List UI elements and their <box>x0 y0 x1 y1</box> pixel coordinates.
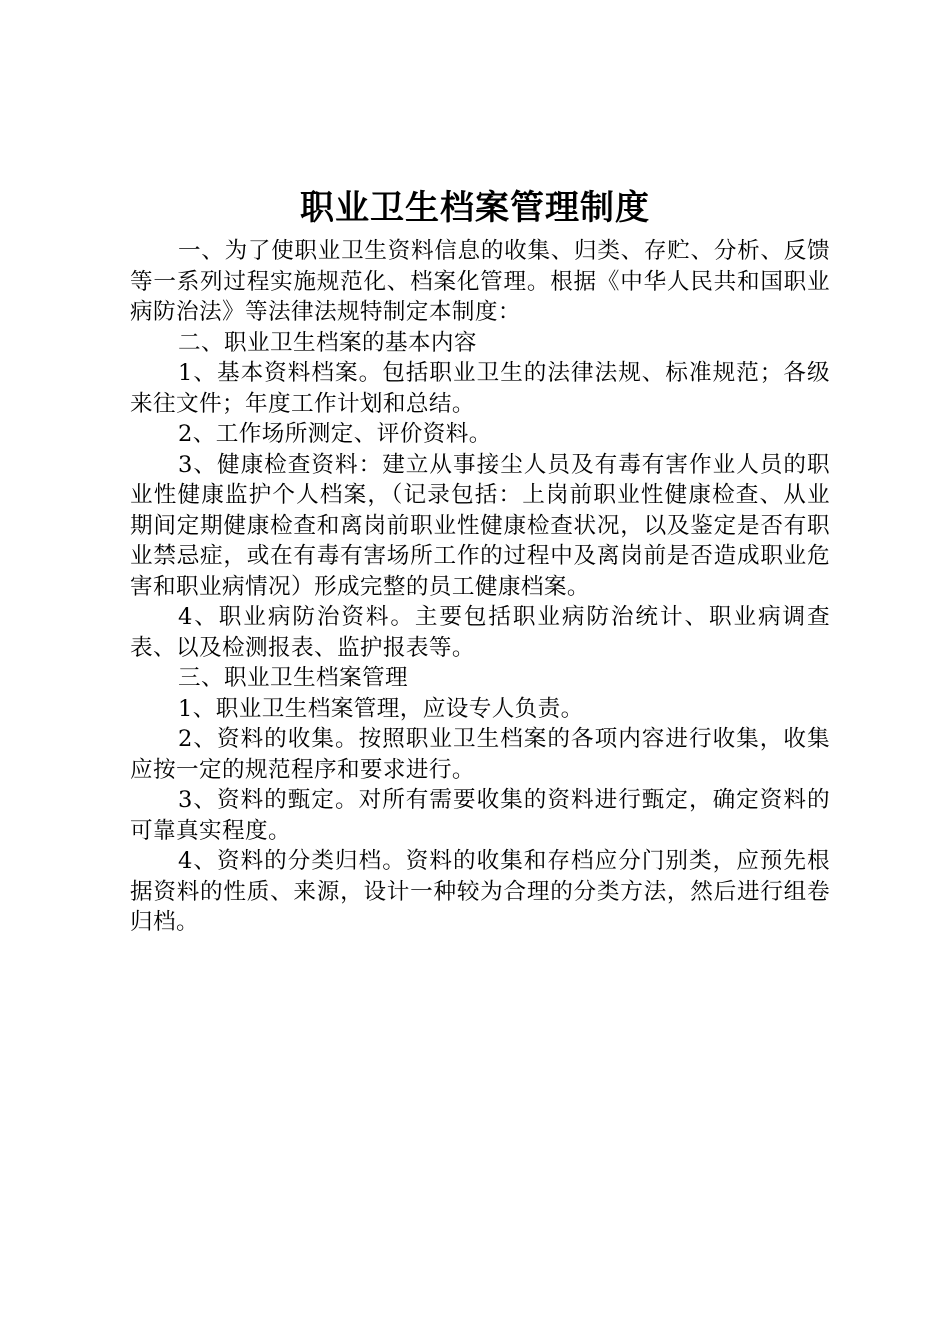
paragraph-classification: 4、资料的分类归档。资料的收集和存档应分门别类，应预先根据资料的性质、来源，设计一种较为合理的分类方法，然后进行组卷归档。 <box>130 848 830 935</box>
document-body <box>130 236 830 938</box>
paragraph-disease-prevention: 4、职业病防治资料。主要包括职业病防治统计、职业病调查表、以及检测报表、监护报表等。 <box>130 604 830 661</box>
paragraph-dedicated-person: 1、职业卫生档案管理，应设专人负责。 <box>178 695 584 722</box>
paragraph-health-exam: 3、健康检查资料：建立从事接尘人员及有毒有害作业人员的职业性健康监护个人档案，（记录包括：上岗前职业性健康检查、从业期间定期健康检查和离岗前职业性健康检查状况，以及鉴定是否有职业禁忌症，或在有毒有害场所工作的过程中及离岗前是否造成职业危害和职业病情况）形成完整的员工健康档案。 <box>130 451 830 600</box>
paragraph-basic-archive: 1、基本资料档案。包括职业卫生的法律法规、标准规范；各级来往文件；年度工作计划和总结。 <box>130 360 830 417</box>
section-heading-basic-content: 二、职业卫生档案的基本内容 <box>178 329 477 356</box>
paragraph-preface: 一、为了使职业卫生资料信息的收集、归类、存贮、分析、反馈等一系列过程实施规范化、档案化管理。根据《中华人民共和国职业病防治法》等法律法规特制定本制度： <box>130 238 830 325</box>
section-heading-archive-management: 三、职业卫生档案管理 <box>178 665 408 691</box>
document-title: 职业卫生档案管理制度 <box>300 188 650 228</box>
paragraph-workplace-measurement: 2、工作场所测定、评价资料。 <box>178 421 492 447</box>
paragraph-verification: 3、资料的甄定。对所有需要收集的资料进行甄定，确定资料的可靠真实程度。 <box>130 787 830 844</box>
paragraph-collection: 2、资料的收集。按照职业卫生档案的各项内容进行收集，收集应按一定的规范程序和要求进行。 <box>130 726 830 783</box>
